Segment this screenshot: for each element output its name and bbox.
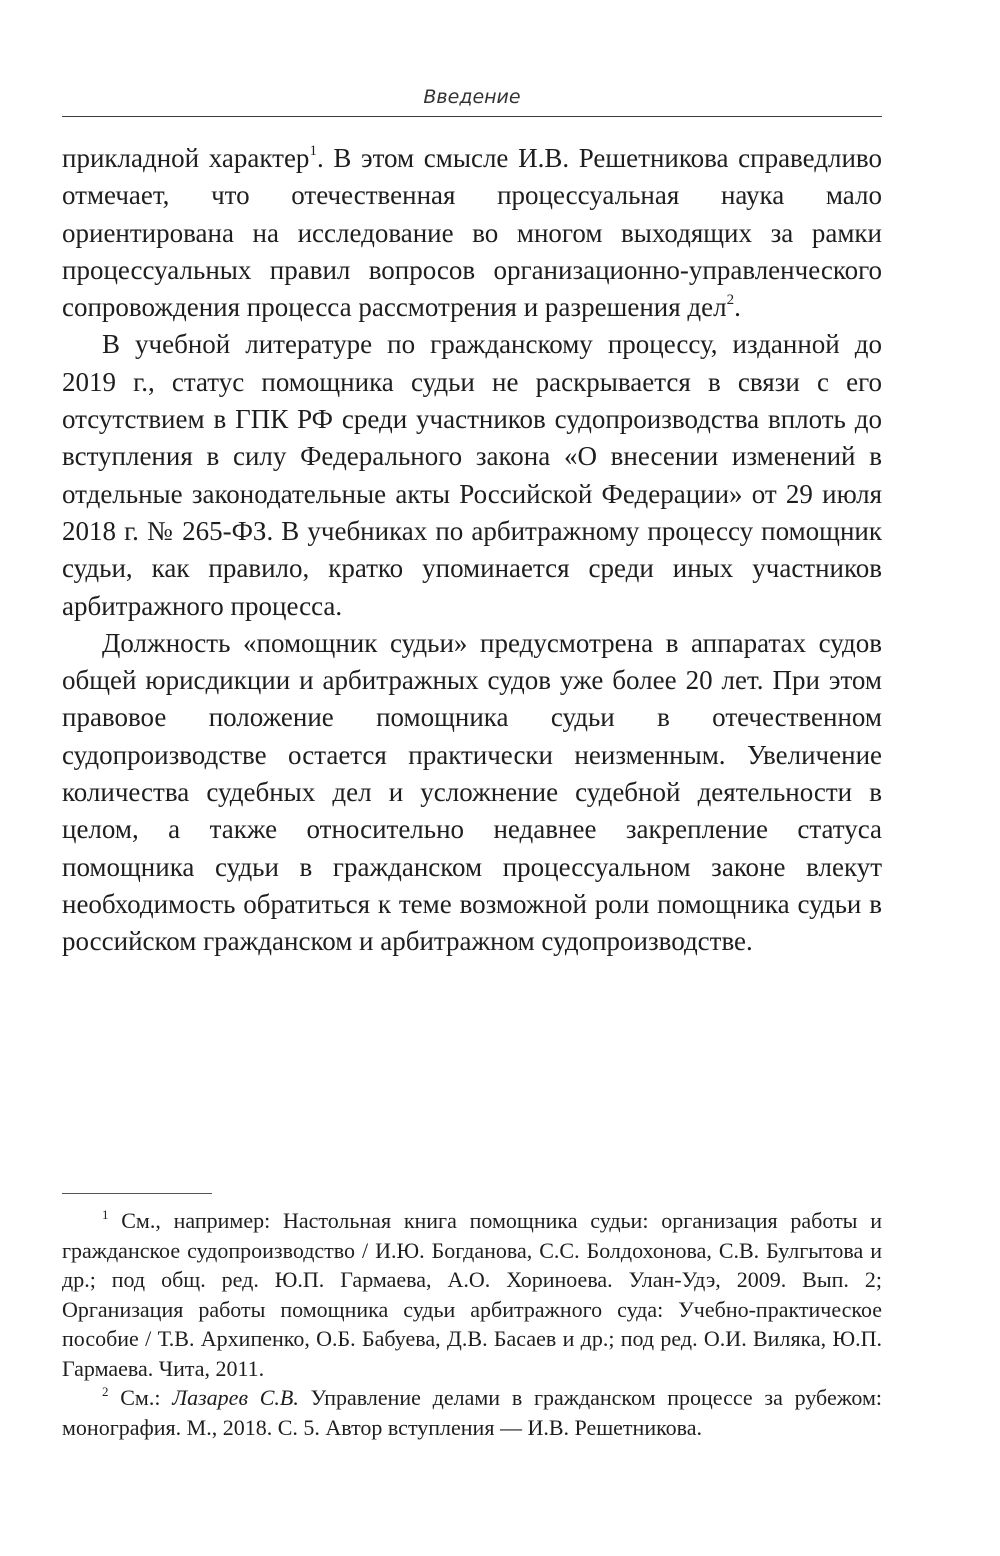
paragraph-1-part-3: . bbox=[734, 292, 741, 323]
paragraph-2: В учебной литературе по гражданскому процессу, изданной до 2019 г., статус помощника судьи не раскрывается в связи с его отсутствием в ГПК РФ среди участников судопроизводства вплоть до вступления в силу Федерального закона «О внесении изменений в отдельные законодательные акты Российской Федерации» от 29 июля 2018 г. № 265-ФЗ. В учебниках по арбитражному процессу помощник судьи, как правило, кратко упоминается среди иных участников арбитражного процесса. bbox=[62, 329, 882, 621]
header-rule bbox=[62, 116, 882, 117]
footnotes bbox=[62, 1206, 882, 1442]
footnote-ref-2[interactable]: 2 bbox=[726, 292, 735, 309]
paragraph-1-part-1: прикладной характер bbox=[62, 143, 310, 173]
paragraph-1-part-2: . В этом смысле И.В. Решетникова справедливо отмечает, что отечественная процессуальная наука мало ориентирована на исследование во многом выходящих за рамки процессуальных правил вопросов организационно-управленческого сопровождения процесса рассмотрения и разрешения дел bbox=[62, 143, 882, 323]
footnote-2-text: Управление делами в гражданском процессе за рубежом: монография. М., 2018. С. 5. Автор вступления — И.В. Решетникова. bbox=[62, 1385, 882, 1440]
footnote-ref-1[interactable]: 1 bbox=[309, 143, 317, 159]
footnote-2-lead: См.: bbox=[108, 1385, 173, 1410]
main-text bbox=[62, 140, 882, 961]
footnote-2-author: Лазарев С.В. bbox=[172, 1385, 299, 1410]
footnote-2 bbox=[62, 1383, 882, 1442]
footnote-2-marker: 2 bbox=[102, 1383, 109, 1399]
running-header: Введение bbox=[423, 86, 521, 108]
paragraph-1 bbox=[62, 140, 882, 326]
footnote-1-marker: 1 bbox=[102, 1206, 109, 1222]
paragraph-3: Должность «помощник судьи» предусмотрена в аппаратах судов общей юрисдикции и арбитражных судов уже более 20 лет. При этом правовое положение помощника судьи в отечественном судопроизводстве остается практически неизменным. Увеличение количества судебных дел и усложнение судебной деятельности в целом, а также относительно недавнее закрепление статуса помощника судьи в гражданском процессуальном законе влекут необходимость обратиться к теме возможной роли помощника судьи в российском гражданском и арбитражном судопроизводстве. bbox=[62, 627, 882, 957]
footnote-1 bbox=[62, 1206, 882, 1383]
footnote-separator bbox=[62, 1193, 212, 1194]
footnote-1-text: См., например: Настольная книга помощника судьи: организация работы и гражданское судопроизводство / И.Ю. Богданова, С.С. Болдохонова, С.В. Булгытова и др.; под общ. ред. Ю.П. Гармаева, А.О. Хориноева. Улан-Удэ, 2009. Вып. 2; Организация работы помощника судьи арбитражного суда: Учебно-практическое пособие / Т.В. Архипенко, О.Б. Бабуева, Д.В. Басаев и др.; под ред. О.И. Виляка, Ю.П. Гармаева. Чита, 2011. bbox=[62, 1208, 882, 1381]
